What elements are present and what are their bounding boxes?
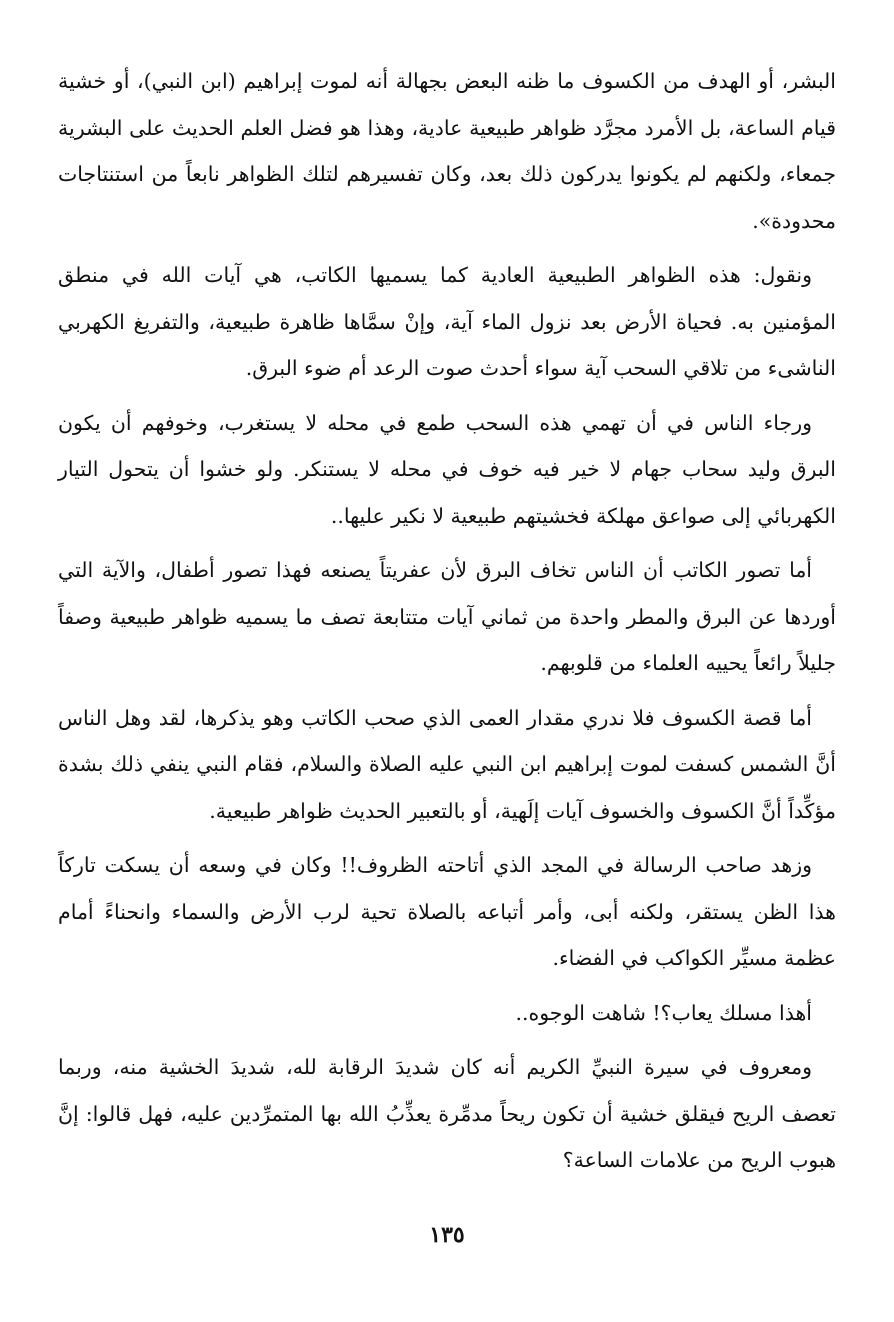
paragraph: أما تصور الكاتب أن الناس تخاف البرق لأن عفريتاً يصنعه فهذا تصور أطفال، والآية التي أوردها عن البرق والمطر واحدة من ثماني آيات متتابعة تصف ما يسميه ظواهر طبيعية وصفاً جليلاً رائعاً يحييه العلماء من قلوبهم. bbox=[58, 558, 836, 675]
page-body bbox=[58, 58, 836, 1192]
page-number: ١٣٥ bbox=[429, 1222, 465, 1248]
paragraph: أهذا مسلك يعاب؟! شاهت الوجوه.. bbox=[515, 1000, 812, 1025]
paragraph: ورجاء الناس في أن تهمي هذه السحب طمع في محله لا يستغرب، وخوفهم أن يكون البرق وليد سحاب جهام لا خير فيه خوف في محله لا يستنكر. ولو خشوا أن يتحول التيار الكهربائي إلى صواعق مهلكة فخشيتهم طبيعية لا نكير عليها.. bbox=[58, 410, 836, 528]
paragraph: البشر، أو الهدف من الكسوف ما ظنه البعض بجهالة أنه لموت إبراهيم (ابن النبي)، أو خشية قيام الساعة، بل الأمرد مجرَّد ظواهر طبيعية عادية، وهذا هو فضل العلم الحديث على البشرية جمعاء، ولكنهم لم يكونوا يدركون ذلك بعد، وكان تفسيرهم لتلك الظواهر نابعاً من استنتاجات محدودة». bbox=[58, 69, 836, 233]
paragraph: ومعروف في سيرة النبيِّ الكريم أنه كان شديدَ الرقابة لله، شديدَ الخشية منه، وربما تعصف الريح فيقلق خشية أن تكون ريحاً مدمِّرة يعذِّبُ الله بها المتمرِّدين عليه، فهل قالوا: إنَّ هبوب الريح من علامات الساعة؟ bbox=[58, 1055, 836, 1172]
paragraph: ونقول: هذه الظواهر الطبيعية العادية كما يسميها الكاتب، هي آيات الله في منطق المؤمنين به. فحياة الأرض بعد نزول الماء آية، وإنْ سمَّاها ظاهرة طبيعية، والتفريغ الكهربي الناشىء من تلاقي السحب آية سواء أحدث صوت الرعد أم ضوء البرق. bbox=[58, 263, 836, 380]
paragraph: أما قصة الكسوف فلا ندري مقدار العمى الذي صحب الكاتب وهو يذكرها، لقد وهل الناس أنَّ الشمس كسفت لموت إبراهيم ابن النبي عليه الصلاة والسلام، فقام النبي ينفي ذلك بشدة مؤكِّداً أنَّ الكسوف والخسوف آيات إلَهية، أو بالتعبير الحديث ظواهر طبيعية. bbox=[58, 705, 836, 823]
paragraph: وزهد صاحب الرسالة في المجد الذي أتاحته الظروف!! وكان في وسعه أن يسكت تاركاً هذا الظن يستقر، ولكنه أبى، وأمر أتباعه بالصلاة تحية لرب الأرض والسماء وانحناءً أمام عظمة مسيِّر الكواكب في الفضاء. bbox=[58, 853, 836, 970]
